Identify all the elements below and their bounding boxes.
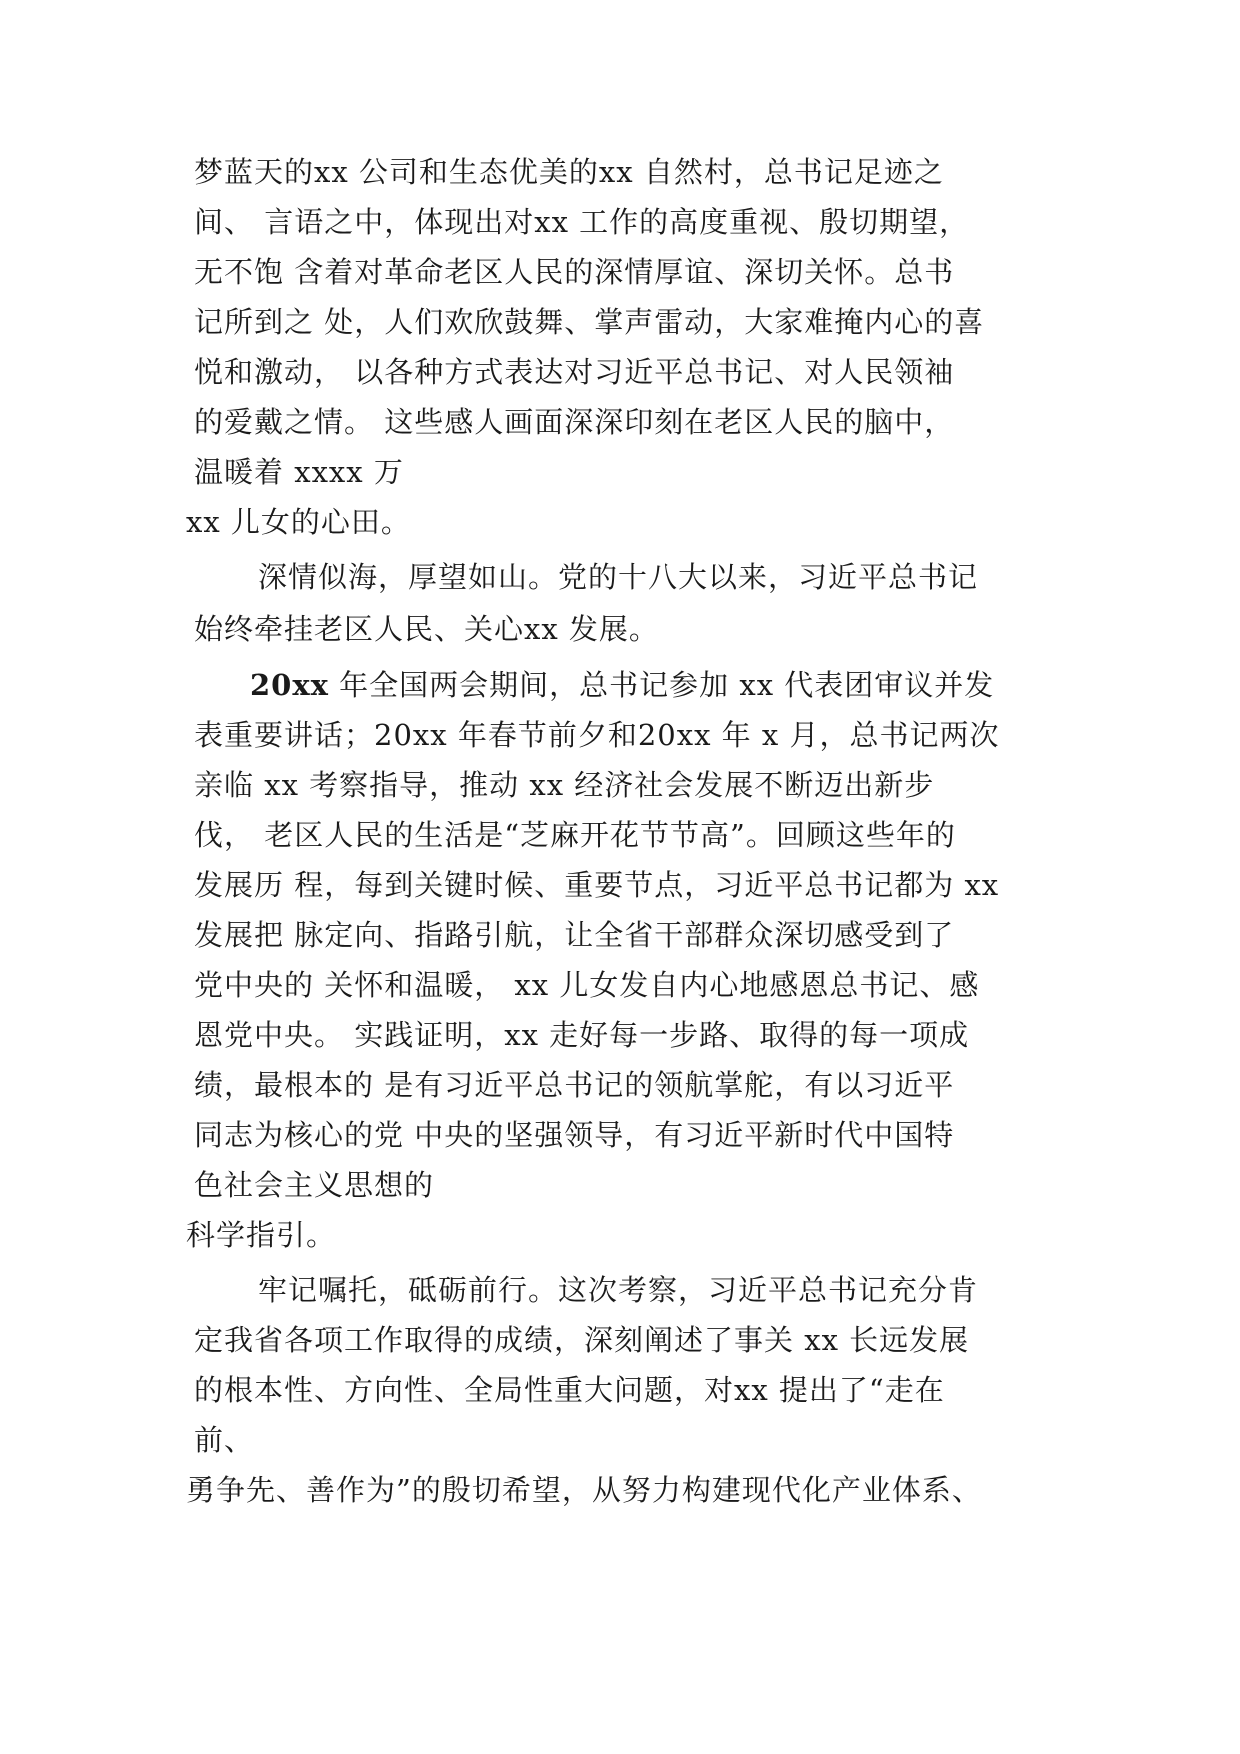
text-line: 发展把 脉定向、指路引航，让全省干部群众深切感受到了 xyxy=(194,918,955,952)
text-line: 科学指引。 xyxy=(186,1218,337,1252)
text-line: 表重要讲话；20xx 年春节前夕和20xx 年 x 月，总书记两次 xyxy=(194,718,1000,752)
text-line: 的根本性、方向性、全局性重大问题，对xx 提出了“走在 xyxy=(194,1373,945,1407)
text-line: 党中央的 关怀和温暖， xx 儿女发自内心地感恩总书记、感 xyxy=(194,968,980,1002)
text-line: 勇争先、善作为”的殷切希望，从努力构建现代化产业体系、 xyxy=(186,1473,982,1507)
text-line: 无不饱 含着对革命老区人民的深情厚谊、深切关怀。总书 xyxy=(194,255,955,289)
text-line: 定我省各项工作取得的成绩，深刻阐述了事关 xx 长远发展 xyxy=(194,1323,970,1357)
text-line: 的爱戴之情。 这些感人画面深深印刻在老区人民的脑中， xyxy=(194,405,955,439)
text-span: 年全国两会期间，总书记参加 xx 代表团审议并发 xyxy=(328,668,995,702)
text-line: 恩党中央。 实践证明，xx 走好每一步路、取得的每一项成 xyxy=(194,1018,970,1052)
paragraph-start: 牢记嘱托，砥砺前行。这次考察，习近平总书记充分肯 xyxy=(258,1273,979,1307)
text-line: 绩，最根本的 是有习近平总书记的领航掌舵，有以习近平 xyxy=(194,1068,955,1102)
text-line: 始终牵挂老区人民、关心xx 发展。 xyxy=(194,612,659,646)
year-bold: 20xx xyxy=(250,668,329,702)
text-line: 伐， 老区人民的生活是“芝麻开花节节高”。回顾这些年的 xyxy=(194,818,956,852)
text-line: 间、 言语之中，体现出对xx 工作的高度重视、殷切期望， xyxy=(194,205,970,239)
paragraph-start xyxy=(250,665,994,705)
text-line: 记所到之 处，人们欢欣鼓舞、掌声雷动，大家难掩内心的喜 xyxy=(194,305,985,339)
text-line: 温暖着 xxxx 万 xyxy=(194,455,404,489)
text-line: 梦蓝天的xx 公司和生态优美的xx 自然村，总书记足迹之 xyxy=(194,155,944,189)
text-line: 前、 xyxy=(194,1423,255,1457)
paragraph-start: 深情似海，厚望如山。党的十八大以来，习近平总书记 xyxy=(258,560,979,594)
text-line: xx 儿女的心田。 xyxy=(186,505,411,539)
text-line: 悦和激动， 以各种方式表达对习近平总书记、对人民领袖 xyxy=(194,355,955,389)
text-line: 发展历 程，每到关键时候、重要节点，习近平总书记都为 xx xyxy=(194,868,1000,902)
text-line: 同志为核心的党 中央的坚强领导，有习近平新时代中国特 xyxy=(194,1118,955,1152)
text-line: 色社会主义思想的 xyxy=(194,1168,435,1202)
text-line: 亲临 xx 考察指导，推动 xx 经济社会发展不断迈出新步 xyxy=(194,768,935,802)
